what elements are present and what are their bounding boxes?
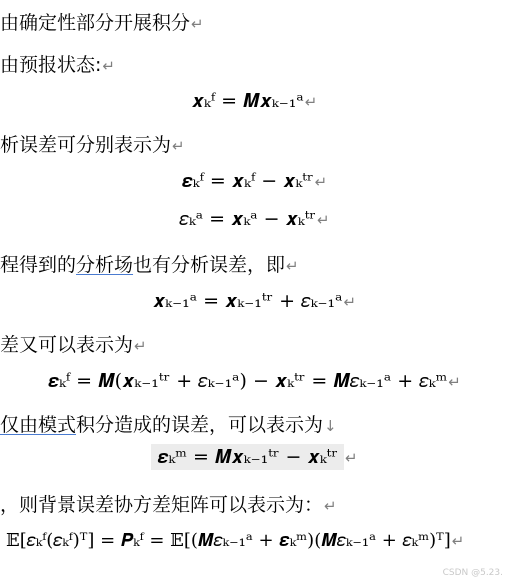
line-break-icon: ↓	[324, 417, 337, 435]
paragraph-mark-icon: ↵	[304, 93, 318, 111]
paragraph-mark-icon: ↵	[451, 532, 465, 550]
paragraph-mark-icon: ↵	[172, 137, 185, 155]
highlighted-equation: 𝜺ₖᵐ = 𝑴𝒙ₖ₋₁ᵗʳ − 𝒙ₖᵗʳ	[151, 444, 343, 470]
paragraph-mark-icon: ↵	[314, 173, 328, 191]
text-line-3	[0, 130, 185, 157]
paragraph-mark-icon: ↵	[134, 337, 147, 355]
equation-1	[0, 90, 509, 112]
watermark: CSDN @5.23.	[442, 568, 503, 578]
equation-text: 𝒙ₖ₋₁ᵃ = 𝒙ₖ₋₁ᵗʳ + 𝜀ₖ₋₁ᵃ	[152, 290, 343, 312]
text-line-7	[0, 490, 337, 517]
equation-3	[0, 208, 509, 230]
paragraph-mark-icon: ↵	[343, 293, 357, 311]
paragraph-mark-icon: ↵	[191, 15, 204, 33]
line-text: 程得到的	[0, 254, 77, 276]
analysis-field-link[interactable]: 分析场	[76, 254, 134, 276]
equation-text: 𝒙ₖᶠ = 𝑴𝒙ₖ₋₁ᵃ	[191, 90, 304, 112]
equation-2	[0, 170, 509, 192]
text-line-2	[0, 50, 115, 77]
line-text: 由预报状态:	[0, 54, 102, 76]
paragraph-mark-icon: ↵	[324, 497, 337, 515]
paragraph-mark-icon: ↵	[102, 57, 115, 75]
line-text: 由确定性部分开展积分	[0, 12, 191, 34]
paragraph-mark-icon: ↵	[344, 449, 358, 467]
equation-text: 𝜺ₖᶠ = 𝒙ₖᶠ − 𝒙ₖᵗʳ	[181, 170, 314, 192]
paragraph-mark-icon: ↵	[448, 373, 461, 391]
text-line-6	[0, 410, 337, 437]
text-line-1	[0, 8, 204, 35]
line-text: 也有分析误差，即	[133, 254, 286, 276]
text-line-4	[0, 250, 299, 277]
line-text: 差又可以表示为	[0, 334, 134, 356]
equation-7	[6, 530, 464, 551]
model-only-link[interactable]: 仅由模式	[0, 414, 77, 436]
equation-text: 𝜺ₖᶠ = 𝑴(𝒙ₖ₋₁ᵗʳ + 𝜀ₖ₋₁ᵃ) − 𝒙ₖᵗʳ = 𝑴𝜀ₖ₋₁ᵃ + 𝜀ₖᵐ	[48, 370, 448, 392]
line-text: 积分造成的误差，可以表示为	[76, 414, 324, 436]
equation-4	[0, 290, 509, 312]
equation-5	[0, 370, 509, 392]
text-line-5	[0, 330, 147, 357]
line-text: ，则背景误差协方差矩阵可以表示为：	[0, 494, 324, 516]
equation-6	[0, 446, 509, 468]
equation-text: 𝔼[𝜀ₖᶠ(𝜀ₖᶠ)ᵀ] = 𝑷ₖᶠ = 𝔼[(𝑴𝜀ₖ₋₁ᵃ + 𝜺ₖᵐ)(𝑴𝜀ₖ₋₁ᵃ + 𝜀ₖᵐ)ᵀ]	[6, 530, 451, 551]
line-text: 析误差可分别表示为	[0, 134, 172, 156]
equation-text: 𝜀ₖᵃ = 𝒙ₖᵃ − 𝒙ₖᵗʳ	[179, 208, 317, 230]
paragraph-mark-icon: ↵	[286, 257, 299, 275]
paragraph-mark-icon: ↵	[317, 211, 330, 229]
